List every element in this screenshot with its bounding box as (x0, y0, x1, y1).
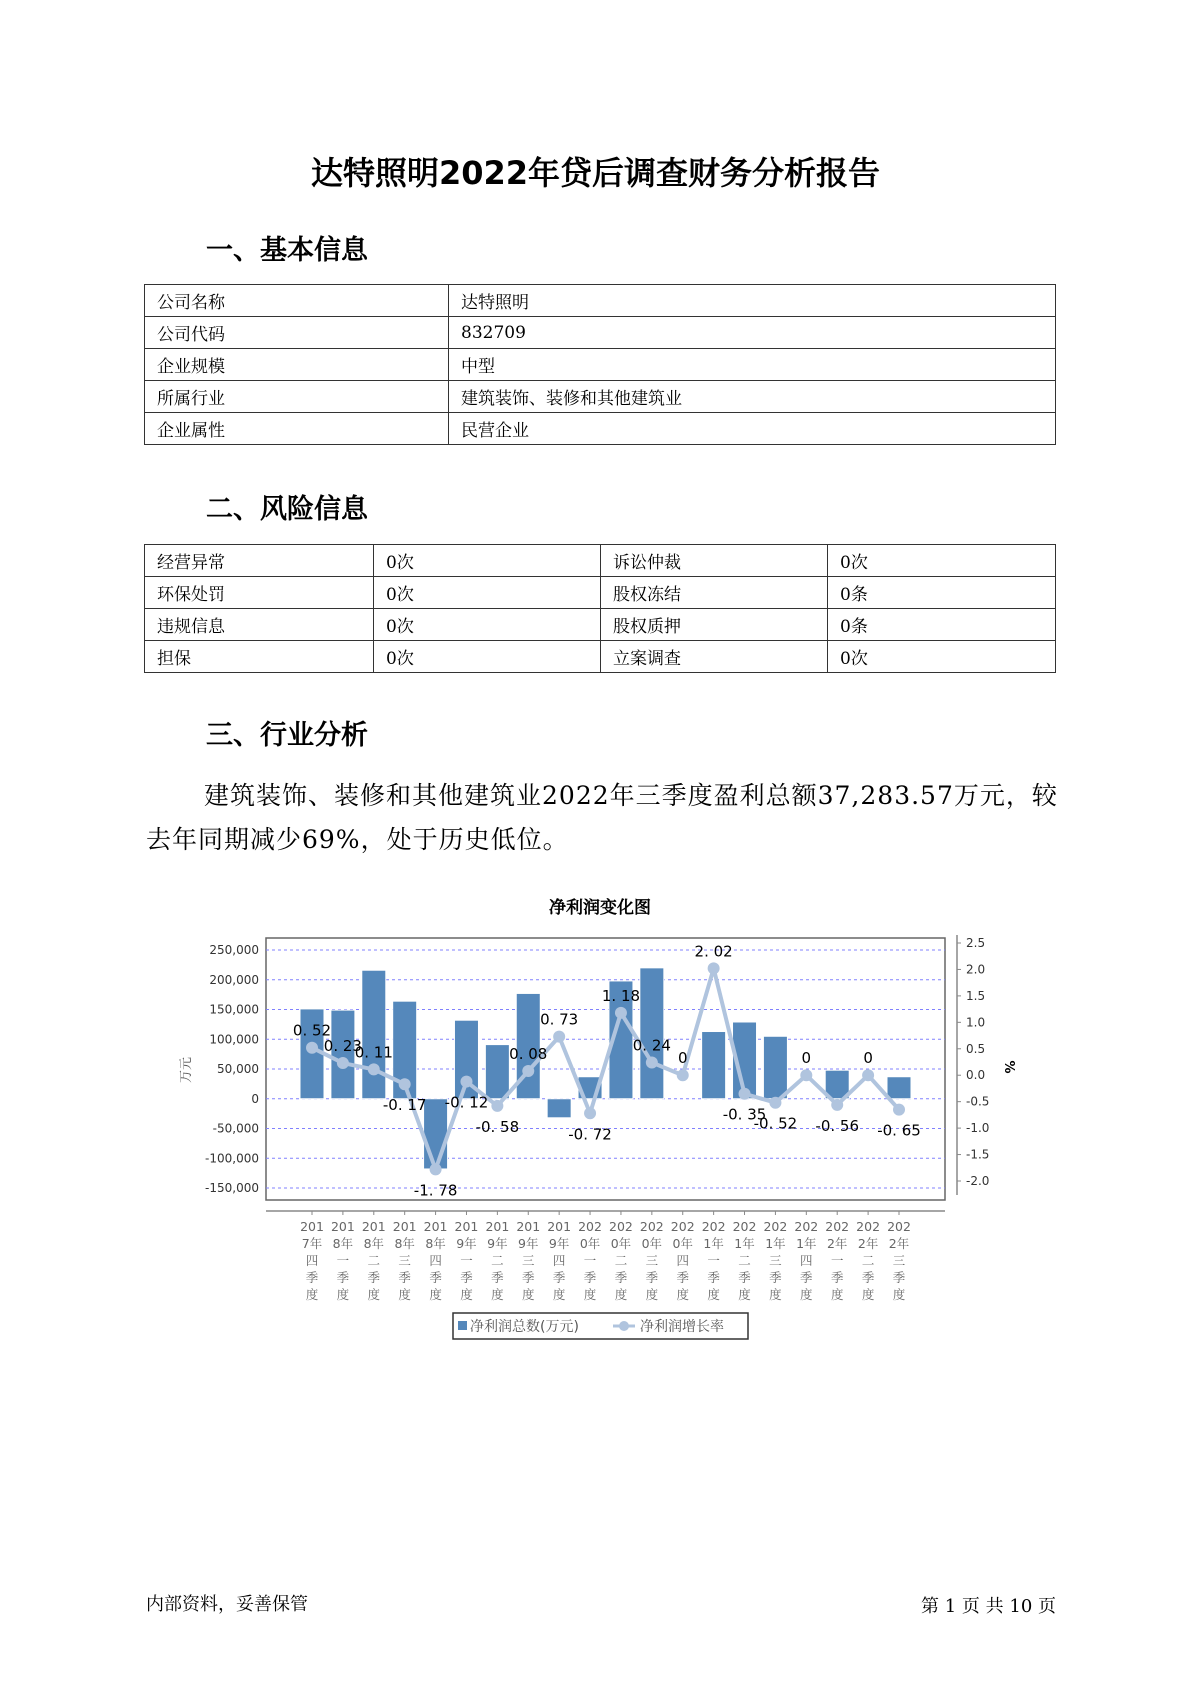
field-label: 所属行业 (145, 381, 449, 413)
x-tick-label: 二 (367, 1253, 381, 1268)
x-tick-label: 0年 (672, 1236, 693, 1251)
x-tick-label: 二 (614, 1253, 628, 1268)
growth-rate-point (337, 1057, 349, 1069)
y-tick-label: -100,000 (205, 1151, 259, 1166)
x-tick-label: 季 (830, 1270, 844, 1285)
x-tick-label: 9年 (548, 1236, 570, 1251)
x-tick-label: 201 (485, 1219, 510, 1234)
x-tick-label: 四 (429, 1253, 442, 1268)
growth-rate-point (522, 1065, 534, 1077)
x-tick-label: 202 (609, 1219, 633, 1234)
x-tick-label: 202 (732, 1219, 757, 1234)
x-tick-label: 度 (305, 1287, 319, 1302)
y-tick-label: 100,000 (209, 1032, 259, 1047)
growth-rate-point (460, 1076, 472, 1088)
y-tick-label: -150,000 (205, 1181, 259, 1195)
y2-tick-label: 2.5 (966, 936, 986, 950)
x-tick-label: 度 (738, 1287, 751, 1302)
x-tick-label: 一 (336, 1253, 350, 1268)
growth-rate-point (430, 1163, 442, 1175)
growth-rate-data-label: -0. 65 (877, 1121, 921, 1140)
legend-bar-label: 净利润总数(万元) (470, 1319, 579, 1335)
x-tick-label: 9年 (518, 1236, 539, 1251)
industry-analysis-paragraph: 建筑装饰、装修和其他建筑业2022年三季度盈利总额37,283.57万元，较去年同期减少69%，处于历史低位。 (146, 781, 1058, 854)
growth-rate-data-label: -0. 58 (475, 1117, 520, 1136)
x-tick-label: 0年 (641, 1236, 663, 1251)
section-heading-risk-info: 二、风险信息 (206, 494, 368, 525)
x-tick-label: 度 (367, 1287, 381, 1302)
y2-tick-label: 0.5 (966, 1041, 986, 1056)
x-tick-label: 202 (670, 1219, 695, 1234)
field-value: 中型 (449, 349, 1056, 381)
x-tick-label: 二 (861, 1253, 875, 1268)
growth-rate-point (739, 1088, 751, 1100)
x-tick-label: 度 (491, 1287, 504, 1302)
risk-label: 诉讼仲裁 (601, 545, 828, 577)
risk-label: 环保处罚 (145, 577, 374, 609)
y-tick-label: -50,000 (212, 1121, 259, 1136)
growth-rate-data-label: 0 (801, 1049, 812, 1068)
x-tick-label: 四 (800, 1253, 813, 1268)
growth-rate-point (677, 1069, 689, 1081)
growth-rate-data-label: 0. 24 (632, 1036, 671, 1055)
growth-rate-point (646, 1057, 658, 1069)
x-tick-label: 季 (367, 1270, 381, 1285)
x-tick-label: 季 (614, 1270, 628, 1285)
x-tick-label: 三 (769, 1253, 782, 1268)
risk-value: 0次 (828, 545, 1056, 577)
x-tick-label: 季 (707, 1270, 720, 1285)
x-tick-label: 201 (361, 1219, 386, 1234)
growth-rate-point (893, 1104, 905, 1116)
x-tick-label: 一 (460, 1253, 473, 1268)
growth-rate-data-label: 0. 11 (354, 1043, 393, 1062)
x-tick-label: 二 (738, 1253, 751, 1268)
x-tick-label: 度 (336, 1287, 350, 1302)
x-tick-label: 202 (887, 1219, 911, 1234)
growth-rate-data-label: 0. 08 (509, 1044, 548, 1063)
growth-rate-data-label: -0. 72 (568, 1125, 612, 1144)
growth-rate-point (553, 1031, 565, 1043)
section-heading-industry-analysis: 三、行业分析 (206, 720, 368, 751)
x-tick-label: 2年 (826, 1236, 848, 1251)
growth-rate-point (708, 962, 720, 974)
x-tick-label: 度 (583, 1287, 597, 1302)
field-value: 达特照明 (449, 285, 1056, 317)
x-tick-label: 度 (676, 1287, 689, 1302)
field-label: 企业规模 (145, 349, 449, 381)
x-tick-label: 季 (336, 1270, 350, 1285)
x-tick-label: 四 (305, 1253, 319, 1268)
y2-axis-label: % (1001, 1060, 1016, 1074)
x-tick-label: 度 (892, 1287, 906, 1302)
x-tick-label: 201 (392, 1219, 417, 1234)
x-tick-label: 8年 (394, 1236, 415, 1251)
risk-label: 经营异常 (145, 545, 374, 577)
y-tick-label: 250,000 (209, 943, 259, 957)
x-tick-label: 1年 (734, 1236, 755, 1251)
x-tick-label: 度 (522, 1287, 535, 1302)
growth-rate-data-label: -0. 12 (444, 1093, 489, 1112)
growth-rate-point (584, 1107, 596, 1119)
growth-rate-point (862, 1069, 874, 1081)
bar (485, 1045, 509, 1099)
y2-tick-label: 1.0 (966, 1015, 986, 1030)
x-tick-label: 度 (769, 1287, 782, 1302)
x-tick-label: 季 (583, 1270, 597, 1285)
x-tick-label: 度 (830, 1287, 844, 1302)
x-tick-label: 8年 (363, 1236, 385, 1251)
x-tick-label: 四 (676, 1253, 689, 1268)
x-tick-label: 201 (330, 1219, 355, 1234)
field-value: 民营企业 (449, 413, 1056, 445)
x-tick-label: 1年 (796, 1236, 817, 1251)
x-tick-label: 季 (522, 1270, 535, 1285)
x-tick-label: 季 (892, 1270, 906, 1285)
growth-rate-point (769, 1097, 781, 1109)
x-tick-label: 202 (856, 1219, 881, 1234)
bar (640, 968, 664, 1099)
x-tick-label: 季 (429, 1270, 442, 1285)
field-label: 企业属性 (145, 413, 449, 445)
y-tick-label: 200,000 (209, 972, 259, 987)
x-tick-label: 度 (707, 1287, 720, 1302)
x-tick-label: 季 (738, 1270, 751, 1285)
x-tick-label: 季 (861, 1270, 875, 1285)
x-tick-label: 1年 (765, 1236, 786, 1251)
x-tick-label: 度 (614, 1287, 628, 1302)
x-tick-label: 8年 (332, 1236, 354, 1251)
x-tick-label: 四 (552, 1253, 566, 1268)
growth-rate-data-label: -1. 78 (413, 1181, 458, 1200)
risk-value: 0条 (828, 609, 1056, 641)
growth-rate-point (491, 1100, 503, 1112)
y2-tick-label: 2.0 (966, 962, 986, 977)
legend-line-marker (619, 1321, 629, 1331)
risk-label: 立案调查 (601, 641, 828, 673)
x-tick-label: 202 (763, 1219, 788, 1234)
footer-confidential-note: 内部资料，妥善保管 (146, 1594, 308, 1615)
growth-rate-point (368, 1063, 380, 1075)
x-tick-label: 季 (491, 1270, 504, 1285)
x-tick-label: 一 (583, 1253, 597, 1268)
growth-rate-data-label: 0 (677, 1049, 688, 1068)
x-tick-label: 度 (552, 1287, 566, 1302)
field-value: 832709 (449, 317, 1056, 349)
x-tick-label: 0年 (579, 1236, 601, 1251)
growth-rate-point (306, 1042, 318, 1054)
x-tick-label: 202 (794, 1219, 819, 1234)
growth-rate-data-label: 0. 52 (292, 1021, 332, 1040)
legend-line-label: 净利润增长率 (640, 1319, 724, 1335)
x-tick-label: 202 (578, 1219, 602, 1234)
field-label: 公司名称 (145, 285, 449, 317)
field-value: 建筑装饰、装修和其他建筑业 (449, 381, 1056, 413)
risk-label: 违规信息 (145, 609, 374, 641)
risk-value: 0次 (828, 641, 1056, 673)
risk-value: 0次 (374, 545, 601, 577)
y2-tick-label: -2.0 (966, 1174, 990, 1188)
x-tick-label: 季 (645, 1270, 659, 1285)
section-heading-basic-info: 一、基本信息 (206, 235, 368, 266)
growth-rate-data-label: -0. 52 (753, 1114, 798, 1133)
y-tick-label: 50,000 (217, 1062, 259, 1076)
x-tick-label: 度 (398, 1287, 411, 1302)
x-tick-label: 201 (516, 1219, 541, 1234)
x-tick-label: 度 (800, 1287, 813, 1302)
growth-rate-data-label: 1. 18 (601, 986, 641, 1005)
x-tick-label: 度 (429, 1287, 442, 1302)
x-tick-label: 度 (460, 1287, 473, 1302)
bar (763, 1036, 787, 1098)
footer-page-number: 第 1 页 共 10 页 (921, 1596, 1056, 1617)
x-tick-label: 201 (547, 1219, 572, 1234)
y2-tick-label: 1.5 (966, 988, 986, 1003)
x-tick-label: 三 (522, 1253, 535, 1268)
growth-rate-data-label: 0. 73 (540, 1010, 579, 1029)
growth-rate-point (399, 1078, 411, 1090)
risk-label: 股权冻结 (601, 577, 828, 609)
x-tick-label: 季 (552, 1270, 566, 1285)
x-tick-label: 202 (701, 1219, 726, 1234)
x-tick-label: 2年 (857, 1236, 879, 1251)
legend-bar-swatch (458, 1321, 467, 1330)
x-tick-label: 一 (830, 1253, 844, 1268)
growth-rate-data-label: -0. 56 (815, 1116, 860, 1135)
field-label: 公司代码 (145, 317, 449, 349)
x-tick-label: 季 (769, 1270, 782, 1285)
y-axis-label: 万元 (179, 1056, 194, 1084)
growth-rate-data-label: 2. 02 (694, 942, 733, 961)
growth-rate-data-label: -0. 17 (382, 1096, 427, 1115)
growth-rate-data-label: 0. 23 (323, 1037, 362, 1056)
y-tick-label: 0 (251, 1091, 259, 1106)
x-tick-label: 季 (305, 1270, 319, 1285)
bar (362, 970, 386, 1099)
risk-value: 0次 (374, 609, 601, 641)
chart-title: 净利润变化图 (549, 898, 651, 918)
y2-tick-label: -1.0 (966, 1121, 990, 1136)
x-tick-label: 1年 (703, 1236, 724, 1251)
x-tick-label: 度 (645, 1287, 659, 1302)
x-tick-label: 9年 (487, 1236, 508, 1251)
x-tick-label: 度 (861, 1287, 875, 1302)
y2-tick-label: -0.5 (966, 1094, 990, 1109)
x-tick-label: 202 (639, 1219, 664, 1234)
x-tick-label: 一 (707, 1253, 720, 1268)
x-tick-label: 季 (460, 1270, 473, 1285)
bar (547, 1099, 571, 1118)
risk-value: 0条 (828, 577, 1056, 609)
x-tick-label: 季 (676, 1270, 689, 1285)
risk-value: 0次 (374, 641, 601, 673)
y2-tick-label: 0.0 (966, 1068, 986, 1083)
x-tick-label: 7年 (301, 1236, 323, 1251)
bar (702, 1032, 726, 1099)
x-tick-label: 0年 (610, 1236, 632, 1251)
growth-rate-data-label: -0. 35 (722, 1105, 767, 1124)
growth-rate-point (615, 1007, 627, 1019)
growth-rate-point (831, 1099, 843, 1111)
y-tick-label: 150,000 (209, 1002, 259, 1017)
bar (887, 1077, 911, 1099)
x-tick-label: 201 (300, 1219, 324, 1234)
page-title: 达特照明2022年贷后调查财务分析报告 (310, 154, 881, 192)
risk-value: 0次 (374, 577, 601, 609)
x-tick-label: 季 (398, 1270, 411, 1285)
risk-label: 担保 (145, 641, 374, 673)
x-tick-label: 三 (892, 1253, 906, 1268)
y2-tick-label: -1.5 (966, 1147, 990, 1162)
x-tick-label: 三 (398, 1253, 411, 1268)
x-tick-label: 2年 (888, 1236, 910, 1251)
x-tick-label: 202 (825, 1219, 850, 1234)
x-tick-label: 三 (645, 1253, 659, 1268)
growth-rate-data-label: 0 (863, 1049, 873, 1068)
x-tick-label: 8年 (425, 1236, 446, 1251)
growth-rate-point (800, 1069, 812, 1081)
x-tick-label: 9年 (456, 1236, 477, 1251)
x-tick-label: 季 (800, 1270, 813, 1285)
risk-label: 股权质押 (601, 609, 828, 641)
x-tick-label: 201 (423, 1219, 448, 1234)
x-tick-label: 二 (491, 1253, 504, 1268)
x-tick-label: 201 (454, 1219, 479, 1234)
